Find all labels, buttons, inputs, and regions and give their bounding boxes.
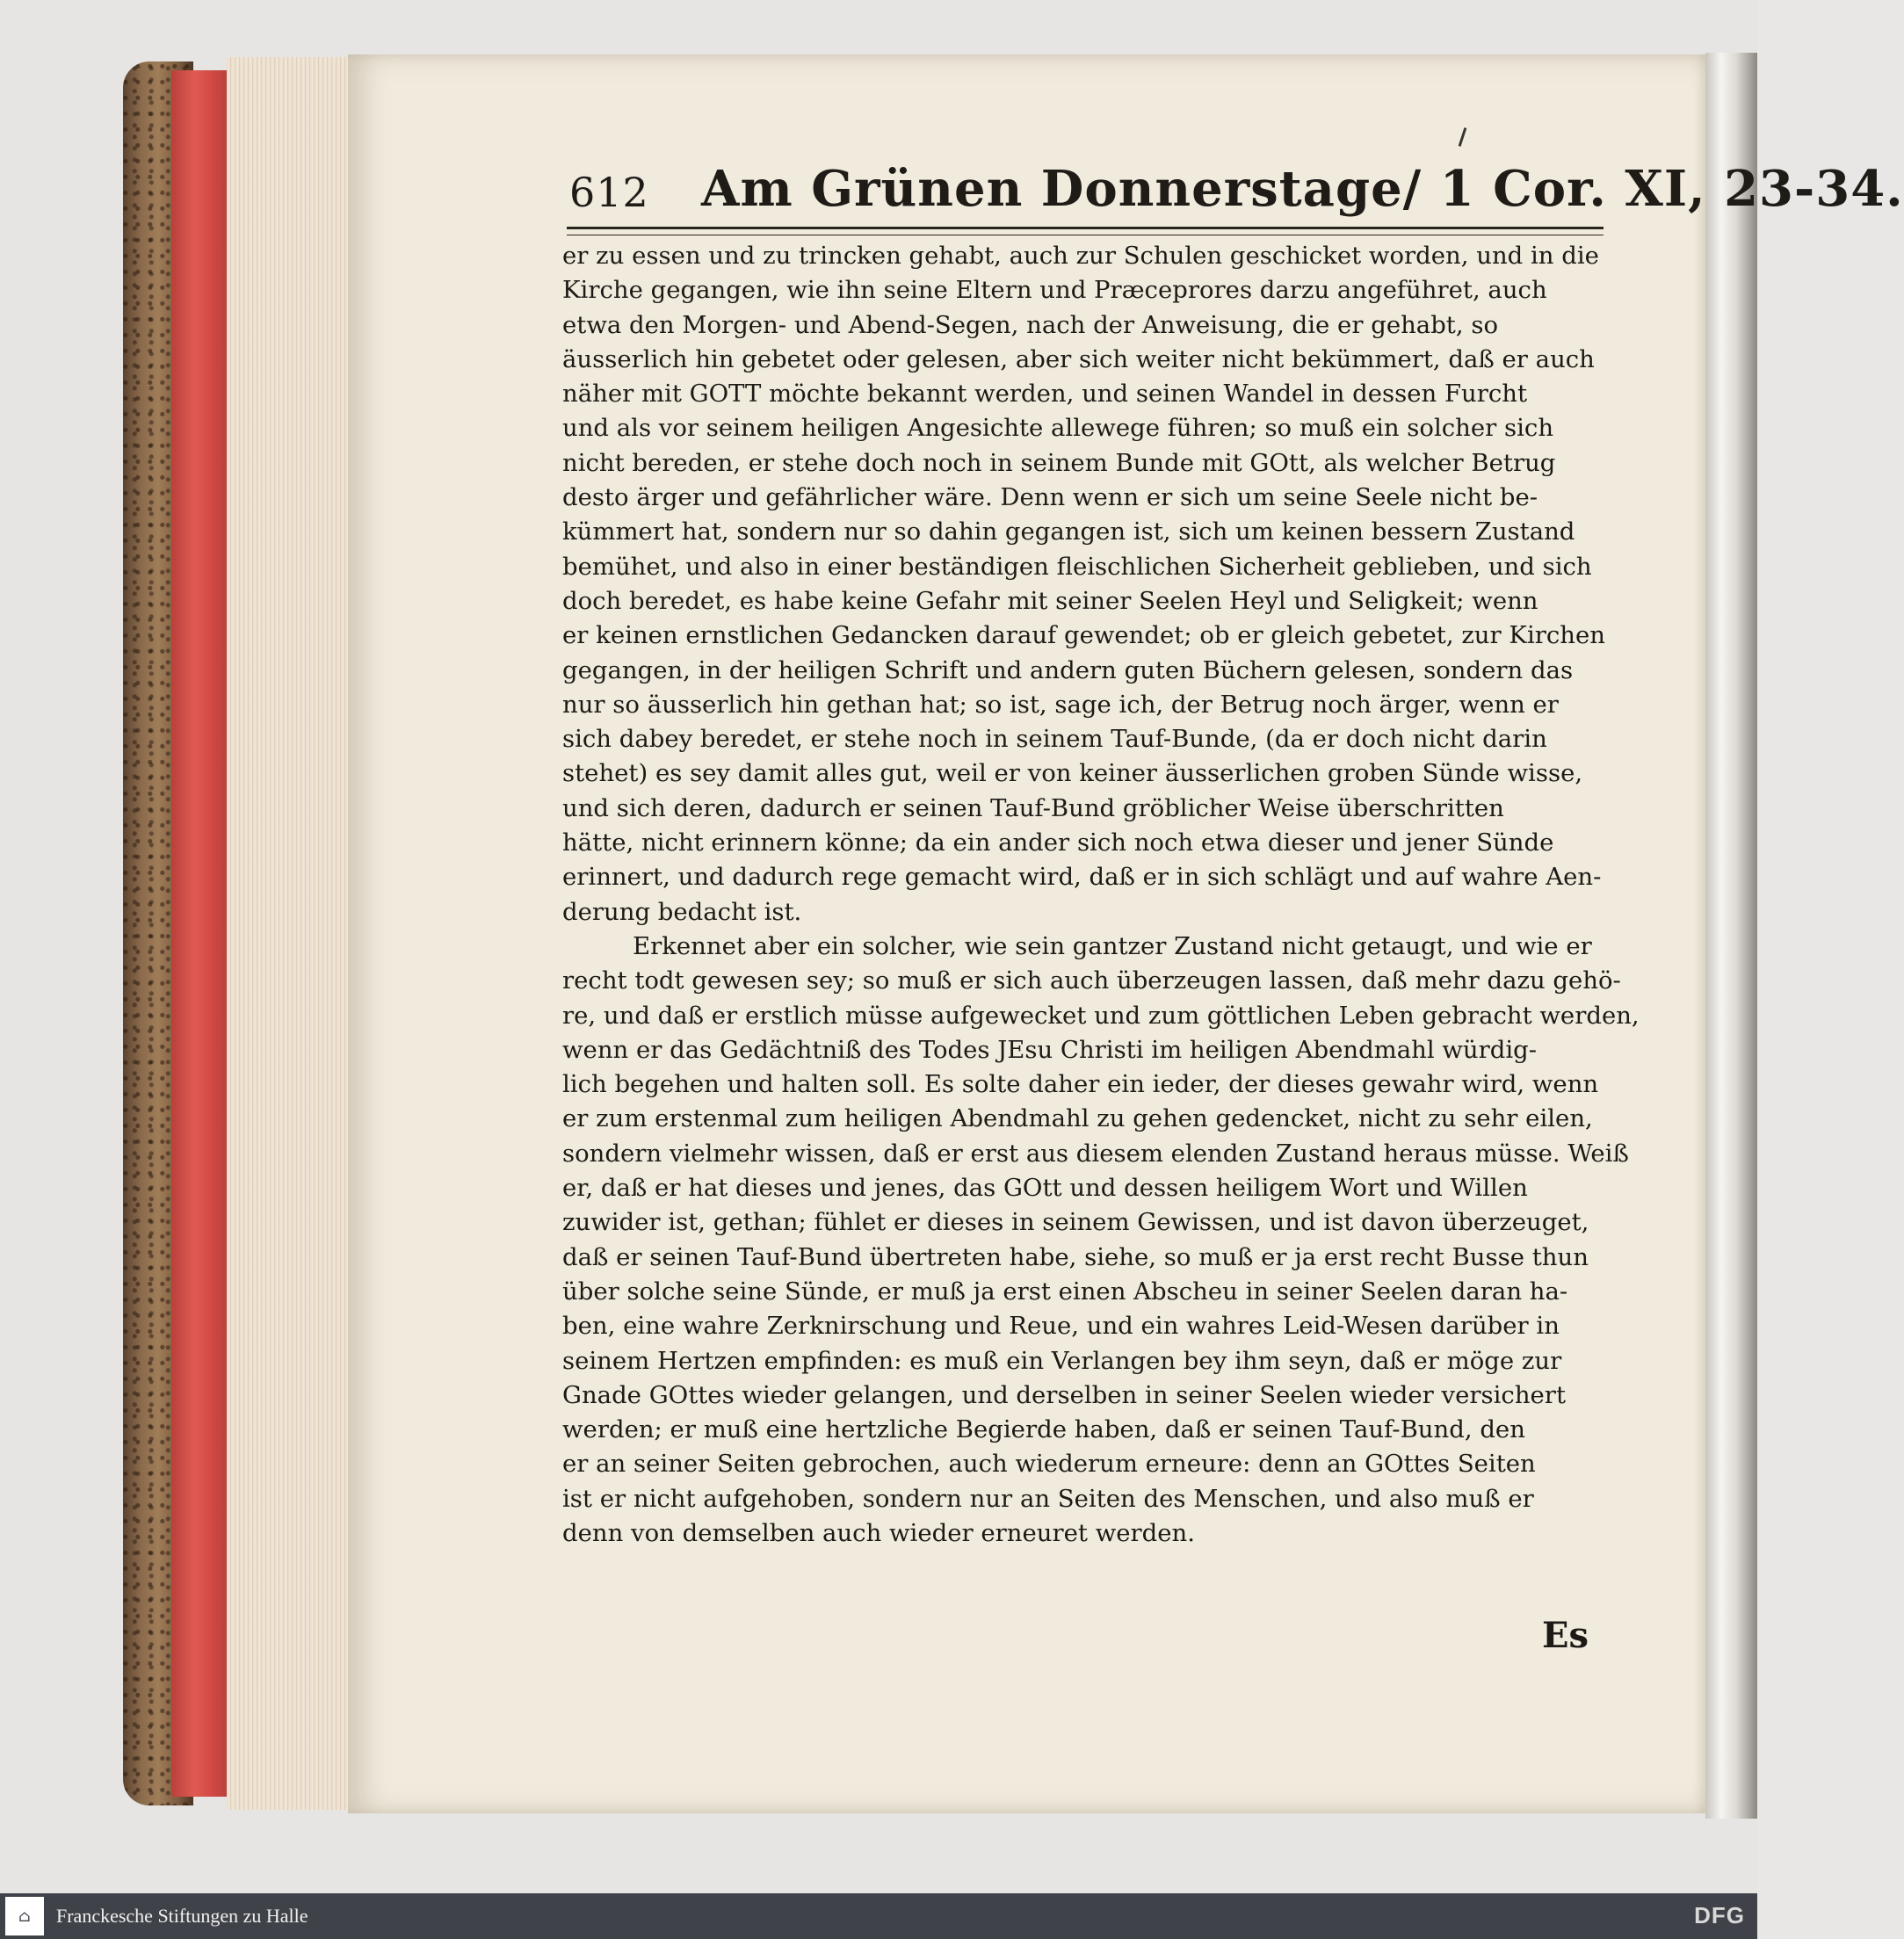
- text-line: ist er nicht aufgehoben, sondern nur an Seiten des Menschen, und also muß er: [562, 1484, 1534, 1513]
- body-text: [562, 239, 1640, 1551]
- text-line: er zu essen und zu trincken gehabt, auch zur Schulen geschicket worden, und in die: [562, 242, 1599, 270]
- text-line: desto ärger und gefährlicher wäre. Denn wenn er sich um seine Seele nicht be-: [562, 483, 1538, 512]
- text-line: und als vor seinem heiligen Angesichte allewege führen; so muß ein solcher sich: [562, 414, 1554, 443]
- text-line: Kirche gegangen, wie ihn seine Eltern und Præceprores darzu angeführet, auch: [562, 276, 1547, 305]
- text-line: seinem Hertzen empfinden: es muß ein Verlangen bey ihm seyn, daß er möge zur: [562, 1346, 1562, 1375]
- text-line: äusserlich hin gebetet oder gelesen, aber sich weiter nicht bekümmert, daß er auch: [562, 344, 1595, 373]
- text-line: etwa den Morgen- und Abend-Segen, nach der Anweisung, die er gehabt, so: [562, 310, 1499, 339]
- text-line: recht todt gewesen sey; so muß er sich auch überzeugen lassen, daß mehr dazu gehö-: [562, 966, 1621, 995]
- text-line: zuwider ist, gethan; fühlet er dieses in seinem Gewissen, und ist davon überzeuget,: [562, 1208, 1589, 1237]
- text-line: gegangen, in der heiligen Schrift und andern guten Büchern gelesen, sondern das: [562, 655, 1574, 684]
- footer-bar: [0, 1893, 1757, 1939]
- text-line: lich begehen und halten soll. Es solte daher ein ieder, der dieses gewahr wird, wenn: [562, 1070, 1599, 1099]
- text-line: ben, eine wahre Zerknirschung und Reue, und ein wahres Leid-Wesen darüber in: [562, 1312, 1560, 1341]
- text-line: kümmert hat, sondern nur so dahin gegangen ist, sich um keinen bessern Zustand: [562, 517, 1575, 546]
- text-line: daß er seinen Tauf-Bund übertreten habe, siehe, so muß er ja erst recht Busse thun: [562, 1242, 1589, 1271]
- text-line: näher mit GOTT möchte bekannt werden, und seinen Wandel in dessen Furcht: [562, 380, 1528, 409]
- institution-logo-icon: ⌂: [5, 1897, 44, 1935]
- text-line: nicht bereden, er stehe doch noch in seinem Bunde mit GOtt, als welcher Betrug: [562, 448, 1556, 477]
- running-head: Am Grünen Donnerstage/ 1 Cor. XI, 23-34.: [701, 160, 1904, 218]
- institution-name: Franckesche Stiftungen zu Halle: [56, 1905, 308, 1927]
- text-line: denn von demselben auch wieder erneuret werden.: [562, 1518, 1196, 1547]
- text-line: bemühet, und also in einer beständigen fleischlichen Sicherheit geblieben, und sich: [562, 552, 1592, 581]
- text-line: Erkennet aber ein solcher, wie sein gantzer Zustand nicht getaugt, und wie er: [633, 931, 1592, 960]
- catchword: Es: [1542, 1615, 1589, 1656]
- text-line: stehet) es sey damit alles gut, weil er von keiner äusserlichen groben Sünde wisse,: [562, 759, 1583, 788]
- page-stack: [227, 57, 351, 1810]
- text-line: er an seiner Seiten gebrochen, auch wiederum erneure: denn an GOttes Seiten: [562, 1450, 1536, 1479]
- header-rule: [567, 227, 1604, 235]
- red-page-edge: [171, 70, 228, 1797]
- text-line: erinnert, und dadurch rege gemacht wird, daß er in sich schlägt und auf wahre Aen-: [562, 863, 1602, 892]
- text-line: er zum erstenmal zum heiligen Abendmahl zu gehen gedencket, nicht zu sehr eilen,: [562, 1104, 1593, 1133]
- page-number: 612: [569, 169, 649, 216]
- page-header: [569, 160, 1904, 223]
- text-line: derung bedacht ist.: [562, 897, 802, 926]
- text-line: über solche seine Sünde, er muß ja erst einen Abscheu in seiner Seelen daran ha-: [562, 1277, 1568, 1306]
- facing-page-edge: [1705, 53, 1757, 1819]
- text-line: wenn er das Gedächtniß des Todes JEsu Christi im heiligen Abendmahl würdig-: [562, 1035, 1538, 1064]
- text-line: Gnade GOttes wieder gelangen, und derselben in seiner Seelen wieder versichert: [562, 1380, 1567, 1409]
- text-line: doch beredet, es habe keine Gefahr mit seiner Seelen Heyl und Seligkeit; wenn: [562, 586, 1538, 615]
- text-line: und sich deren, dadurch er seinen Tauf-Bund gröblicher Weise überschritten: [562, 793, 1504, 822]
- text-line: hätte, nicht erinnern könne; da ein ander sich noch etwa dieser und jener Sünde: [562, 828, 1554, 857]
- text-line: er keinen ernstlichen Gedancken darauf gewendet; ob er gleich gebetet, zur Kirchen: [562, 621, 1605, 650]
- text-line: er, daß er hat dieses und jenes, das GOtt und dessen heiligem Wort und Willen: [562, 1174, 1528, 1203]
- text-line: nur so äusserlich hin gethan hat; so ist, sage ich, der Betrug noch ärger, wenn er: [562, 690, 1559, 719]
- text-line: werden; er muß eine hertzliche Begierde haben, daß er seinen Tauf-Bund, den: [562, 1415, 1525, 1444]
- text-line: sondern vielmehr wissen, daß er erst aus diesem elenden Zustand heraus müsse. Weiß: [562, 1139, 1629, 1168]
- dfg-logo: DFG: [1694, 1902, 1745, 1928]
- text-line: sich dabey beredet, er stehe noch in seinem Tauf-Bunde, (da er doch nicht darin: [562, 725, 1547, 754]
- text-line: re, und daß er erstlich müsse aufgewecket und zum göttlichen Leben gebracht werden,: [562, 1001, 1640, 1030]
